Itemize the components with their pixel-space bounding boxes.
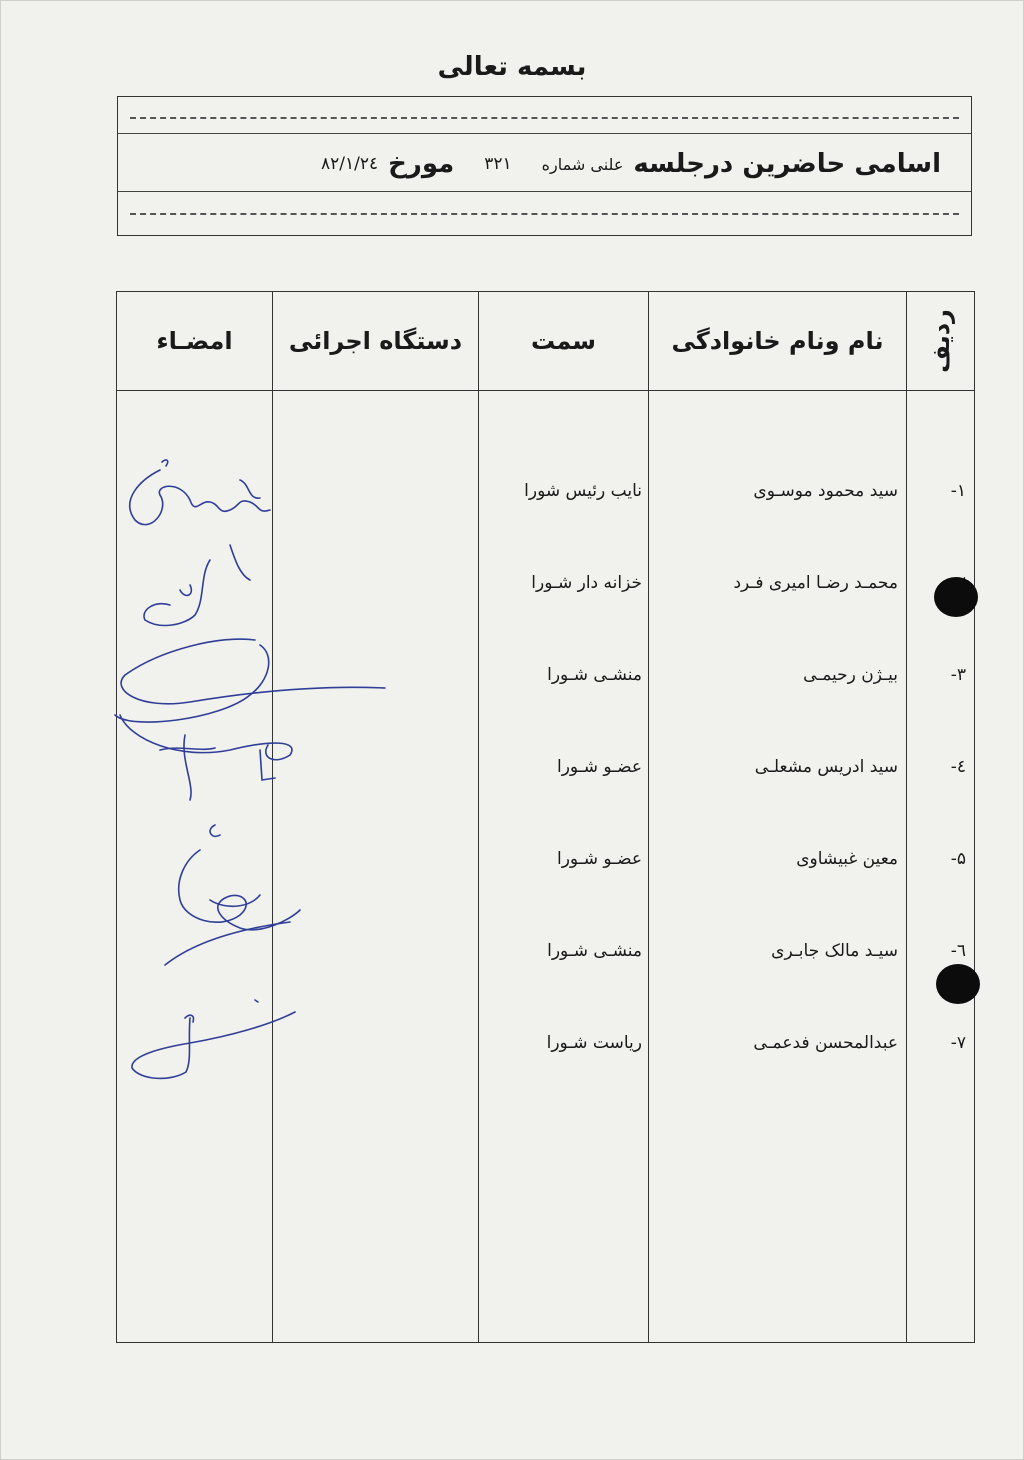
row-number: ۵- — [950, 849, 966, 869]
role-column — [479, 391, 649, 1343]
attendee-name: سید محمود موسـوی — [753, 481, 898, 501]
dashed-line — [130, 117, 959, 119]
session-header-box — [117, 96, 972, 236]
attendee-name: سیـد مالک جابـری — [771, 941, 898, 961]
attendee-role: عضـو شـورا — [557, 849, 642, 869]
row-number: ٤- — [950, 757, 966, 777]
name-column — [649, 391, 907, 1343]
page-heading: بسمه تعالی — [437, 52, 587, 82]
signatures-drawing — [100, 440, 400, 1100]
divider — [118, 191, 971, 192]
attendee-role: منشـی شـورا — [547, 941, 642, 961]
column-header-name: نام ونام خانوادگی — [649, 292, 907, 391]
attendee-role: خزانه دار شـورا — [531, 573, 642, 593]
attendee-name: سید ادریس مشعلـی — [754, 757, 898, 777]
signature-1 — [130, 460, 270, 525]
row-number: ٦- — [950, 941, 966, 961]
session-number: ۳۲۱ — [484, 154, 512, 174]
attendee-role: ریاست شـورا — [546, 1033, 642, 1053]
dashed-line — [130, 213, 959, 215]
attendees-title: اسامی حاضرین درجلسه — [633, 149, 941, 179]
signature-5 — [132, 1000, 295, 1078]
session-title-line — [118, 140, 971, 188]
attendee-name: عبدالمحسن فدعمـی — [753, 1033, 898, 1053]
column-header-signature: امضـاء — [117, 292, 273, 391]
signature-4 — [165, 825, 300, 965]
column-header-organization: دستگاه اجرائی — [273, 292, 479, 391]
attendee-role: عضـو شـورا — [557, 757, 642, 777]
signature-2 — [144, 545, 250, 625]
divider — [118, 133, 971, 134]
dated-label: مورخ — [388, 149, 455, 179]
column-header-row-number: ردیف — [907, 292, 975, 391]
table-header-row — [117, 292, 975, 391]
punch-hole — [934, 577, 978, 617]
attendee-name: معین غبیشاوی — [796, 849, 898, 869]
punch-hole — [936, 964, 980, 1004]
attendee-role: نایب رئیس شورا — [524, 481, 642, 501]
row-number-column — [907, 391, 975, 1343]
row-number: ۳- — [950, 665, 966, 685]
attendee-role: منشـی شـورا — [547, 665, 642, 685]
attendee-name: بیـژن رحیمـی — [803, 665, 898, 685]
session-type: علنی شماره — [541, 154, 624, 174]
column-header-role: سمت — [479, 292, 649, 391]
row-number: ۱- — [950, 481, 966, 501]
attendee-name: محمـد رضـا امیری فـرد — [733, 573, 898, 593]
row-number: ۷- — [950, 1033, 966, 1053]
session-date: ۸۲/۱/۲٤ — [321, 154, 379, 174]
signature-3 — [115, 639, 385, 800]
